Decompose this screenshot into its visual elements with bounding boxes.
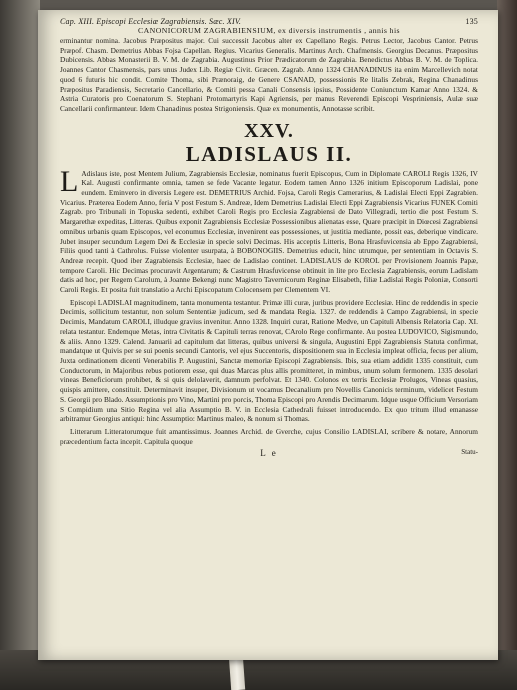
chapter-title: LADISLAUS II. <box>185 141 353 166</box>
running-title: Cap. XIII. Episcopi Ecclesiæ Zagrabiensis. Sæc. XIV. <box>60 17 242 26</box>
book-binding-right <box>497 0 517 690</box>
header-subtitle: CANONICORUM ZAGRABIENSIUM, ex diversis instrumentis , annis his <box>138 26 400 35</box>
paragraph-episcopi: Episcopi LADISLAI magnitudinem, tanta monumenta testantur. Primæ illi curæ, juribus providere Ecclesiæ. Hinc de reddendis in specie Decimis, sollicitum testantur, non solum Sententiæ judicum, sed & mandata Regia. 1327. de reddendis à Campo Zagrabiensi, in specie Decimis, Mandatum CAROLI, illudque gravius invenitur. Anno 1328. Inquiri curat, Ratione Medve, un Capituli Albensis Relatoria Cap. XI. relata testantur. Endemque Metas, intra Civitatis & Capituli terras renovat, CArolo Rege confirmante. Au postea LUDOVICO, Sigismundo, & aliis. Anno 1329. Calend. Januarii ad capitulum dat litteras, quibus universi & singula, Augustini Eppi Zagrabiensis Statuta confirmat, mandatque ut Quivis per se sui poenis secundi Cantoris, vel ejus Succentoris, dispositionem sua in Ecclesia impleat officia, fecus per alium, Juxta ordinationem dicenti Venerabilis P. Augustini, Sanctæ memoriæ Episcopi Zagrabiensis. Ibis, sua etiam addidit 1335 constituit, cum Conductorum, in Majoribus rebus potiorem esse, qui duas Marcas plus allis promitteret, in mimbus, unum solum fermonem. 1335 desolari vineas Beneficiorum prohibet, & si quis delolaverit, damnum perfolvat. Et 1340. Colonos ex terris Ecclesiæ Prolugos, Vineas quasius, quispis amittere, constituit. Determinavit insuper, Divisionum ut vocamus Decanalium pro Novellis Canonicis terminum, videlicet Festum S. Georgii pro Blado. Assumptionis pro Vino, Martini pro porcis, Thoma Episcopi pro Arendis Decimarum. Idque usque Officium Versoriam S Compidium una Sitio Regina vel alia Assumptio B. V. in Ecclesia Cathedrali fuisset introducendo. Ex quo tritum illud emanasse arbitramur Georgius antiqui: hinc Assumptio: Martinus maleo, & nonum si Thomas. <box>60 297 478 424</box>
catchword: Statu- <box>461 448 478 457</box>
page-footer <box>60 448 478 458</box>
main-paragraph <box>60 164 478 295</box>
intro-paragraph: erminantur nomina. Jacobus Præpositus major. Cui successit Jacobus alter ex Capellano Regis. Petrus Lector, Jacobus Cantor. Petrus Præpof. Chasm. Demetrius Abbas Fojsa Capellan. Regius. Vicarius Generalis. Martinus Arch. Chafmensis. Georgius Decanus. Præpositus Dubicensis. Abbas Monasterii B. V. M. de Zagrabia. Augustinus Prior Prædicatorum de Zagrabia. Benedictus Abbas B. V. M. de Toplica. Joannes Cantor Chasmensis, pars unus Judex Lib. Regiæ Civit. Græcen. Zagrab. Anno 1324 CHANADINUS ita enim Marcellevich notat quod 6 futuris hic condit. Comite Thoma, sibi Prænoraig, de Genere CSANAD, possessionis Re litalis Zebrak, Regina Chanadinus Præpositus Paradiensis, Secretario Cancellario, & Comiti pessa Canali Consensis ipsius, Possidente Coniunctum Kamar Anno 1324. & Astria Curatoris pro Coenatorum S. Stephani Protomartyris Kapi Agriensis, per manus Reverendi Episcopi Vespriniensis, Aulæ suæ Cancellarii confirmanteur. Idem Chanadinus postea Strigoniensis. Quæ ex monumentis, Annotasse scribit. <box>60 36 478 113</box>
page-text-block <box>60 16 478 458</box>
book-page <box>38 10 498 660</box>
main-paragraph-text: Adislaus iste, post Mentem Julium, Zagrabiensis Ecclesiæ, nominatus fuerit Episcopus, Cum in Diplomate CAROLI Regis 1326, IV Kal. Augusti confirmante omnia, tamen se fede Vacante legatur. Eodem tamen Anno 1326 initium Episcoporum Ladislai, pone eundem. Eminvero in diversis Legere est. DEMETRIUS Archid. Fojsa, Caroli Regis Camerarius, & Ladislai Electi Eppi Zagrabien. Vicarius. Præterea Eodem Anno, feria V post Festum S. Andreæ, Idem Demetrius Ladislai Electi Eppi Zagrabiensis Vicarius FUNEK Comiti Zagrab. pro Tribunali in Topuska sedenti, exhibet Caroli Regis pro Ecclesia Zagrabiensi de Dato Villegradi, tertio die post Festum S. Margarethæ expeditas, Litteras. Quibus exponit Zagrabiensis Ecclesiæ Possessionibus alienatas esse, Quare præcipit in Diœcesi Zagrabiensi omnibus urbanis quam Episcopos, vel econumus Ecclesiæ, invenirent eas possessiones, ut justitia mediante, possit eas, deberique vindicare. Jubet insuper secundum Legem Dei & Ecclesiæ in specie solvi Decimas. His acceptis Litteris, Bona Hrasfuvicensia ab Eppo Zagrabiensi, Filiis quod tanti à Cathrolus. Fuisse violenter usurpata, à BOBONOGIIS. Demetrius educit, hinc utrumque, per sententiam in Octavis S. Andreæ recepit. Quod iber Zagrabiensis Ecclesiæ, haec de Ladislao continet. LADISLAUS de KOROL per Provisionem Joannis Papæ, tempore Caroli. Hic Decimas procuravit Argentarum; & Castrum Hrasfuvicense obtinuit in lite pro Ecclesia Zagrabiensis, eorum Ladislam datis ad hoc, per Regem Carolum, à Joanne Bekengi nunc Magistro Tavernicorum Reginæ Elisabeth, filiæ Ladislai Regis Poloniæ, Consorti Caroli Regis. Et posita fuit translatio a Archi Episcopatum Colocensem per Clementem VI. <box>60 168 478 295</box>
chapter-number: XXV. <box>244 119 294 142</box>
signature-mark: L e <box>260 448 278 459</box>
drop-capital: L <box>60 164 79 198</box>
page-number: 135 <box>465 17 478 26</box>
book-binding-left <box>0 0 40 690</box>
paragraph-litterarum: Litterarum Litteratorumque fuit amantissimus. Joannes Archid. de Gverche, cujus Consilio LADISLAI, scribere & notare, Annorum præcedentium facta incepit. Capitula quoque <box>60 426 478 446</box>
